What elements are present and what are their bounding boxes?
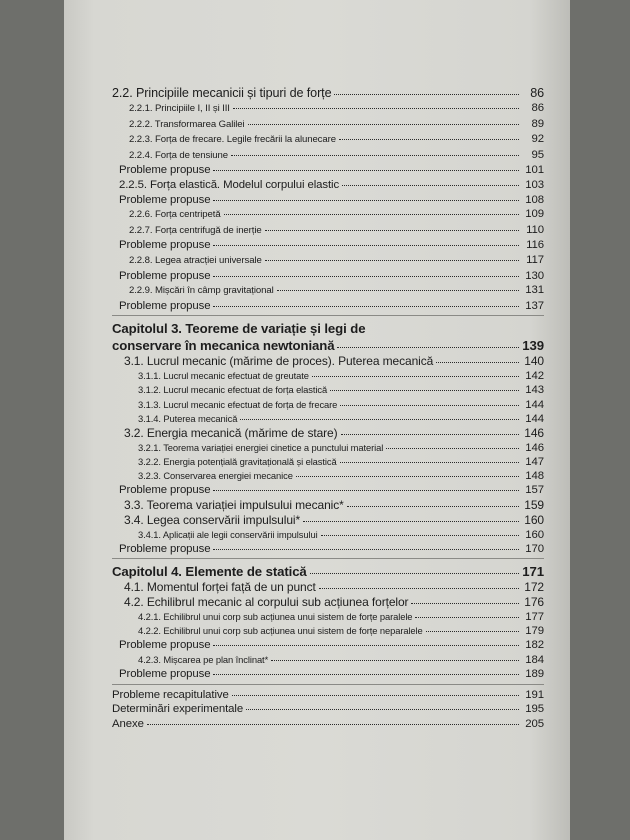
toc-entry-page: 144 [525, 412, 544, 425]
toc-entry-page: 95 [531, 148, 544, 161]
toc-entry-title: 2.2.9. Mișcări în câmp gravitațional [129, 285, 274, 297]
toc-entry-title: Capitolul 3. Teoreme de variație și legi de [112, 321, 366, 337]
dot-leader [319, 588, 519, 589]
toc-entry-page: 137 [525, 299, 544, 312]
toc-entry[interactable] [112, 299, 544, 314]
dot-leader [265, 230, 519, 231]
section-divider [112, 558, 544, 559]
toc-entry-title: Probleme propuse [119, 668, 211, 681]
dot-leader [224, 214, 519, 215]
toc-entry[interactable] [112, 513, 544, 528]
toc-entry[interactable] [112, 717, 544, 732]
toc-entry[interactable] [112, 498, 544, 513]
toc-entry[interactable] [112, 354, 544, 369]
toc-entry-title: 2.2.2. Transformarea Galilei [129, 118, 245, 130]
toc-entry-page: 148 [525, 470, 544, 483]
toc-entry-title: Probleme propuse [119, 239, 211, 252]
toc-entry[interactable] [112, 483, 544, 498]
toc-entry[interactable] [112, 563, 544, 580]
toc-entry[interactable] [112, 269, 544, 284]
toc-entry[interactable] [112, 132, 544, 148]
toc-entry-title: 3.1.3. Lucrul mecanic efectuat de forța de frecare [138, 398, 338, 410]
toc-entry-title: Probleme recapitulative [112, 688, 229, 701]
toc-entry-page: 109 [525, 208, 544, 221]
toc-entry[interactable] [112, 595, 544, 610]
toc-entry-page: 179 [525, 625, 544, 638]
dot-leader [265, 260, 519, 261]
toc-entry-title: 2.2.7. Forța centrifugă de inerție [129, 224, 262, 236]
toc-entry-page: 116 [526, 239, 544, 252]
toc-entry[interactable] [112, 101, 544, 117]
toc-entry-title: 2.2.3. Forța de frecare. Legile frecării la alunecare [129, 134, 336, 146]
toc-entry-title: Determinări experimentale [112, 703, 244, 716]
dot-leader [213, 645, 519, 646]
toc-entry[interactable] [112, 193, 544, 208]
toc-entry[interactable] [112, 610, 544, 624]
toc-entry[interactable] [112, 253, 544, 269]
toc-entry-title: Probleme propuse [119, 639, 211, 652]
toc-entry-title: Capitolul 4. Elemente de statică [112, 564, 307, 580]
dot-leader [233, 108, 519, 109]
toc-entry-page: 146 [525, 441, 544, 454]
toc-entry-page: 103 [525, 178, 544, 191]
dot-leader [310, 573, 519, 574]
toc-entry-title: 3.2.1. Teorema variației energiei cinetice a punctului material [138, 441, 384, 453]
dot-leader [341, 434, 519, 435]
dot-leader [312, 376, 519, 377]
toc-entry[interactable] [112, 283, 544, 299]
dot-leader [411, 603, 519, 604]
toc-entry[interactable] [112, 163, 544, 178]
dot-leader [147, 724, 519, 725]
dot-leader [232, 695, 519, 696]
dot-leader [347, 506, 519, 507]
dot-leader [330, 390, 519, 391]
table-of-contents [112, 85, 544, 731]
dot-leader [213, 490, 519, 491]
dot-leader [213, 549, 519, 550]
toc-entry-title: 2.2.5. Forța elastică. Modelul corpului elastic [119, 178, 340, 191]
toc-entry-title: Probleme propuse [119, 542, 211, 555]
toc-entry[interactable] [112, 412, 544, 426]
toc-entry-page: 160 [524, 512, 544, 527]
toc-entry[interactable] [112, 148, 544, 164]
toc-entry-page: 131 [525, 284, 544, 297]
toc-entry[interactable] [112, 441, 544, 455]
toc-entry-page: 117 [526, 253, 544, 266]
toc-entry-title: 3.2. Energia mecanică (mărime de stare) [124, 425, 338, 440]
toc-entry-page: 159 [524, 497, 544, 512]
toc-entry-page: 177 [525, 610, 544, 623]
toc-entry[interactable] [112, 426, 544, 441]
dot-leader [240, 419, 519, 420]
toc-entry[interactable] [112, 223, 544, 239]
toc-entry-page: 147 [525, 455, 544, 468]
dot-leader [342, 185, 519, 186]
dot-leader [213, 276, 519, 277]
toc-entry-page: 130 [525, 269, 544, 282]
dot-leader [248, 124, 519, 125]
toc-entry-page: 205 [525, 717, 544, 730]
dot-leader [334, 94, 519, 95]
toc-entry-page: 176 [524, 595, 544, 610]
toc-entry-page: 182 [525, 639, 544, 652]
toc-entry-title: 4.1. Momentul forței față de un punct [124, 580, 316, 595]
dot-leader [213, 200, 519, 201]
section-divider [112, 684, 544, 685]
toc-entry[interactable] [112, 320, 544, 337]
toc-entry-page: 143 [525, 384, 544, 397]
toc-entry-title: 3.2.2. Energia potențială gravitațională și elastică [138, 455, 337, 467]
dot-leader [415, 617, 519, 618]
toc-entry-title: 2.2.8. Legea atracției universale [129, 254, 262, 266]
toc-entry-title: conservare în mecanica newtoniană [112, 338, 335, 354]
dot-leader [277, 290, 519, 291]
toc-entry[interactable] [112, 638, 544, 653]
toc-entry-title: 4.2.2. Echilibrul unui corp sub acțiunea unui sistem de forțe neparalele [138, 625, 423, 637]
toc-entry-page: 108 [525, 193, 544, 206]
toc-entry-title: Probleme propuse [119, 193, 211, 206]
dot-leader [296, 476, 519, 477]
toc-entry-title: 2.2. Principiile mecanicii și tipuri de forțe [112, 86, 332, 100]
toc-entry[interactable] [112, 528, 544, 542]
dot-leader [231, 155, 519, 156]
toc-entry[interactable] [112, 383, 544, 397]
toc-entry[interactable] [112, 117, 544, 133]
toc-entry-title: 2.2.6. Forța centripetă [129, 209, 221, 221]
dot-leader [213, 245, 519, 246]
toc-entry-page: 101 [525, 164, 544, 177]
toc-entry-page: 86 [531, 102, 544, 114]
toc-entry[interactable] [112, 207, 544, 223]
toc-entry-page: 170 [525, 542, 544, 555]
dot-leader [321, 535, 519, 536]
toc-entry[interactable] [112, 624, 544, 638]
toc-entry-page: 171 [522, 564, 544, 580]
toc-entry-page: 189 [525, 668, 544, 681]
toc-entry-title: 3.1.1. Lucrul mecanic efectuat de greutate [138, 370, 309, 382]
toc-entry-page: 110 [526, 223, 544, 236]
toc-entry-title: 4.2.3. Mișcarea pe plan înclinat* [138, 653, 269, 665]
toc-entry[interactable] [112, 85, 544, 101]
toc-entry-page: 144 [525, 398, 544, 411]
dot-leader [426, 631, 519, 632]
toc-entry-title: 3.2.3. Conservarea energiei mecanice [138, 470, 293, 482]
toc-entry-page: 142 [525, 370, 544, 383]
toc-entry-title: Probleme propuse [119, 299, 211, 312]
toc-entry-page: 195 [525, 703, 544, 716]
toc-entry-page: 157 [525, 484, 544, 497]
toc-entry[interactable] [112, 580, 544, 595]
toc-entry-page: 89 [531, 117, 544, 130]
toc-entry-page: 92 [531, 133, 544, 146]
toc-entry-title: Anexe [112, 717, 144, 730]
toc-entry-page: 146 [524, 425, 544, 440]
dot-leader [339, 139, 519, 140]
toc-entry[interactable] [112, 653, 544, 667]
toc-entry-page: 191 [525, 688, 544, 701]
toc-entry-title: 3.1. Lucrul mecanic (mărime de proces). Puterea mecanică [124, 354, 434, 369]
toc-entry-page: 184 [525, 653, 544, 666]
dot-leader [246, 709, 519, 710]
toc-entry-title: 2.2.1. Principiile I, II și III [129, 103, 230, 114]
toc-entry[interactable] [112, 178, 544, 193]
toc-entry[interactable] [112, 688, 544, 703]
toc-entry[interactable] [112, 667, 544, 682]
dot-leader [337, 347, 519, 348]
dot-leader [303, 521, 519, 522]
toc-entry[interactable] [112, 238, 544, 253]
toc-entry-title: 3.1.4. Puterea mecanică [138, 412, 238, 424]
dot-leader [213, 306, 519, 307]
dot-leader [340, 405, 519, 406]
section-divider [112, 315, 544, 316]
dot-leader [386, 448, 519, 449]
toc-entry-title: 4.2.1. Echilibrul unui corp sub acțiunea unui sistem de forțe paralele [138, 610, 413, 622]
toc-entry-title: 2.2.4. Forța de tensiune [129, 149, 228, 161]
toc-entry[interactable] [112, 398, 544, 412]
toc-entry[interactable] [112, 369, 544, 383]
dot-leader [213, 674, 519, 675]
toc-entry-title: Probleme propuse [119, 164, 211, 177]
toc-entry-title: 3.4. Legea conservării impulsului* [124, 512, 301, 527]
dot-leader [271, 660, 519, 661]
dot-leader [213, 170, 519, 171]
toc-entry-page: 172 [524, 580, 544, 595]
toc-entry-title: 4.2. Echilibrul mecanic al corpului sub acțiunea forțelor [124, 595, 409, 610]
toc-entry-page: 139 [522, 338, 544, 354]
toc-entry-page: 140 [524, 354, 544, 369]
dot-leader [436, 362, 519, 363]
toc-entry-page: 160 [525, 528, 544, 541]
toc-entry[interactable] [112, 455, 544, 469]
toc-entry[interactable] [112, 542, 544, 557]
toc-entry-title: 3.4.1. Aplicații ale legii conservării impulsului [138, 528, 318, 540]
toc-entry-title: Probleme propuse [119, 269, 211, 282]
toc-entry-title: 3.3. Teorema variației impulsului mecanic* [124, 497, 344, 512]
toc-entry[interactable] [112, 469, 544, 483]
toc-entry[interactable] [112, 702, 544, 717]
dot-leader [340, 462, 519, 463]
toc-entry[interactable] [112, 337, 544, 354]
toc-entry-title: Probleme propuse [119, 484, 211, 497]
toc-entry-page: 86 [530, 86, 544, 100]
toc-entry-title: 3.1.2. Lucrul mecanic efectuat de forța elastică [138, 384, 328, 396]
